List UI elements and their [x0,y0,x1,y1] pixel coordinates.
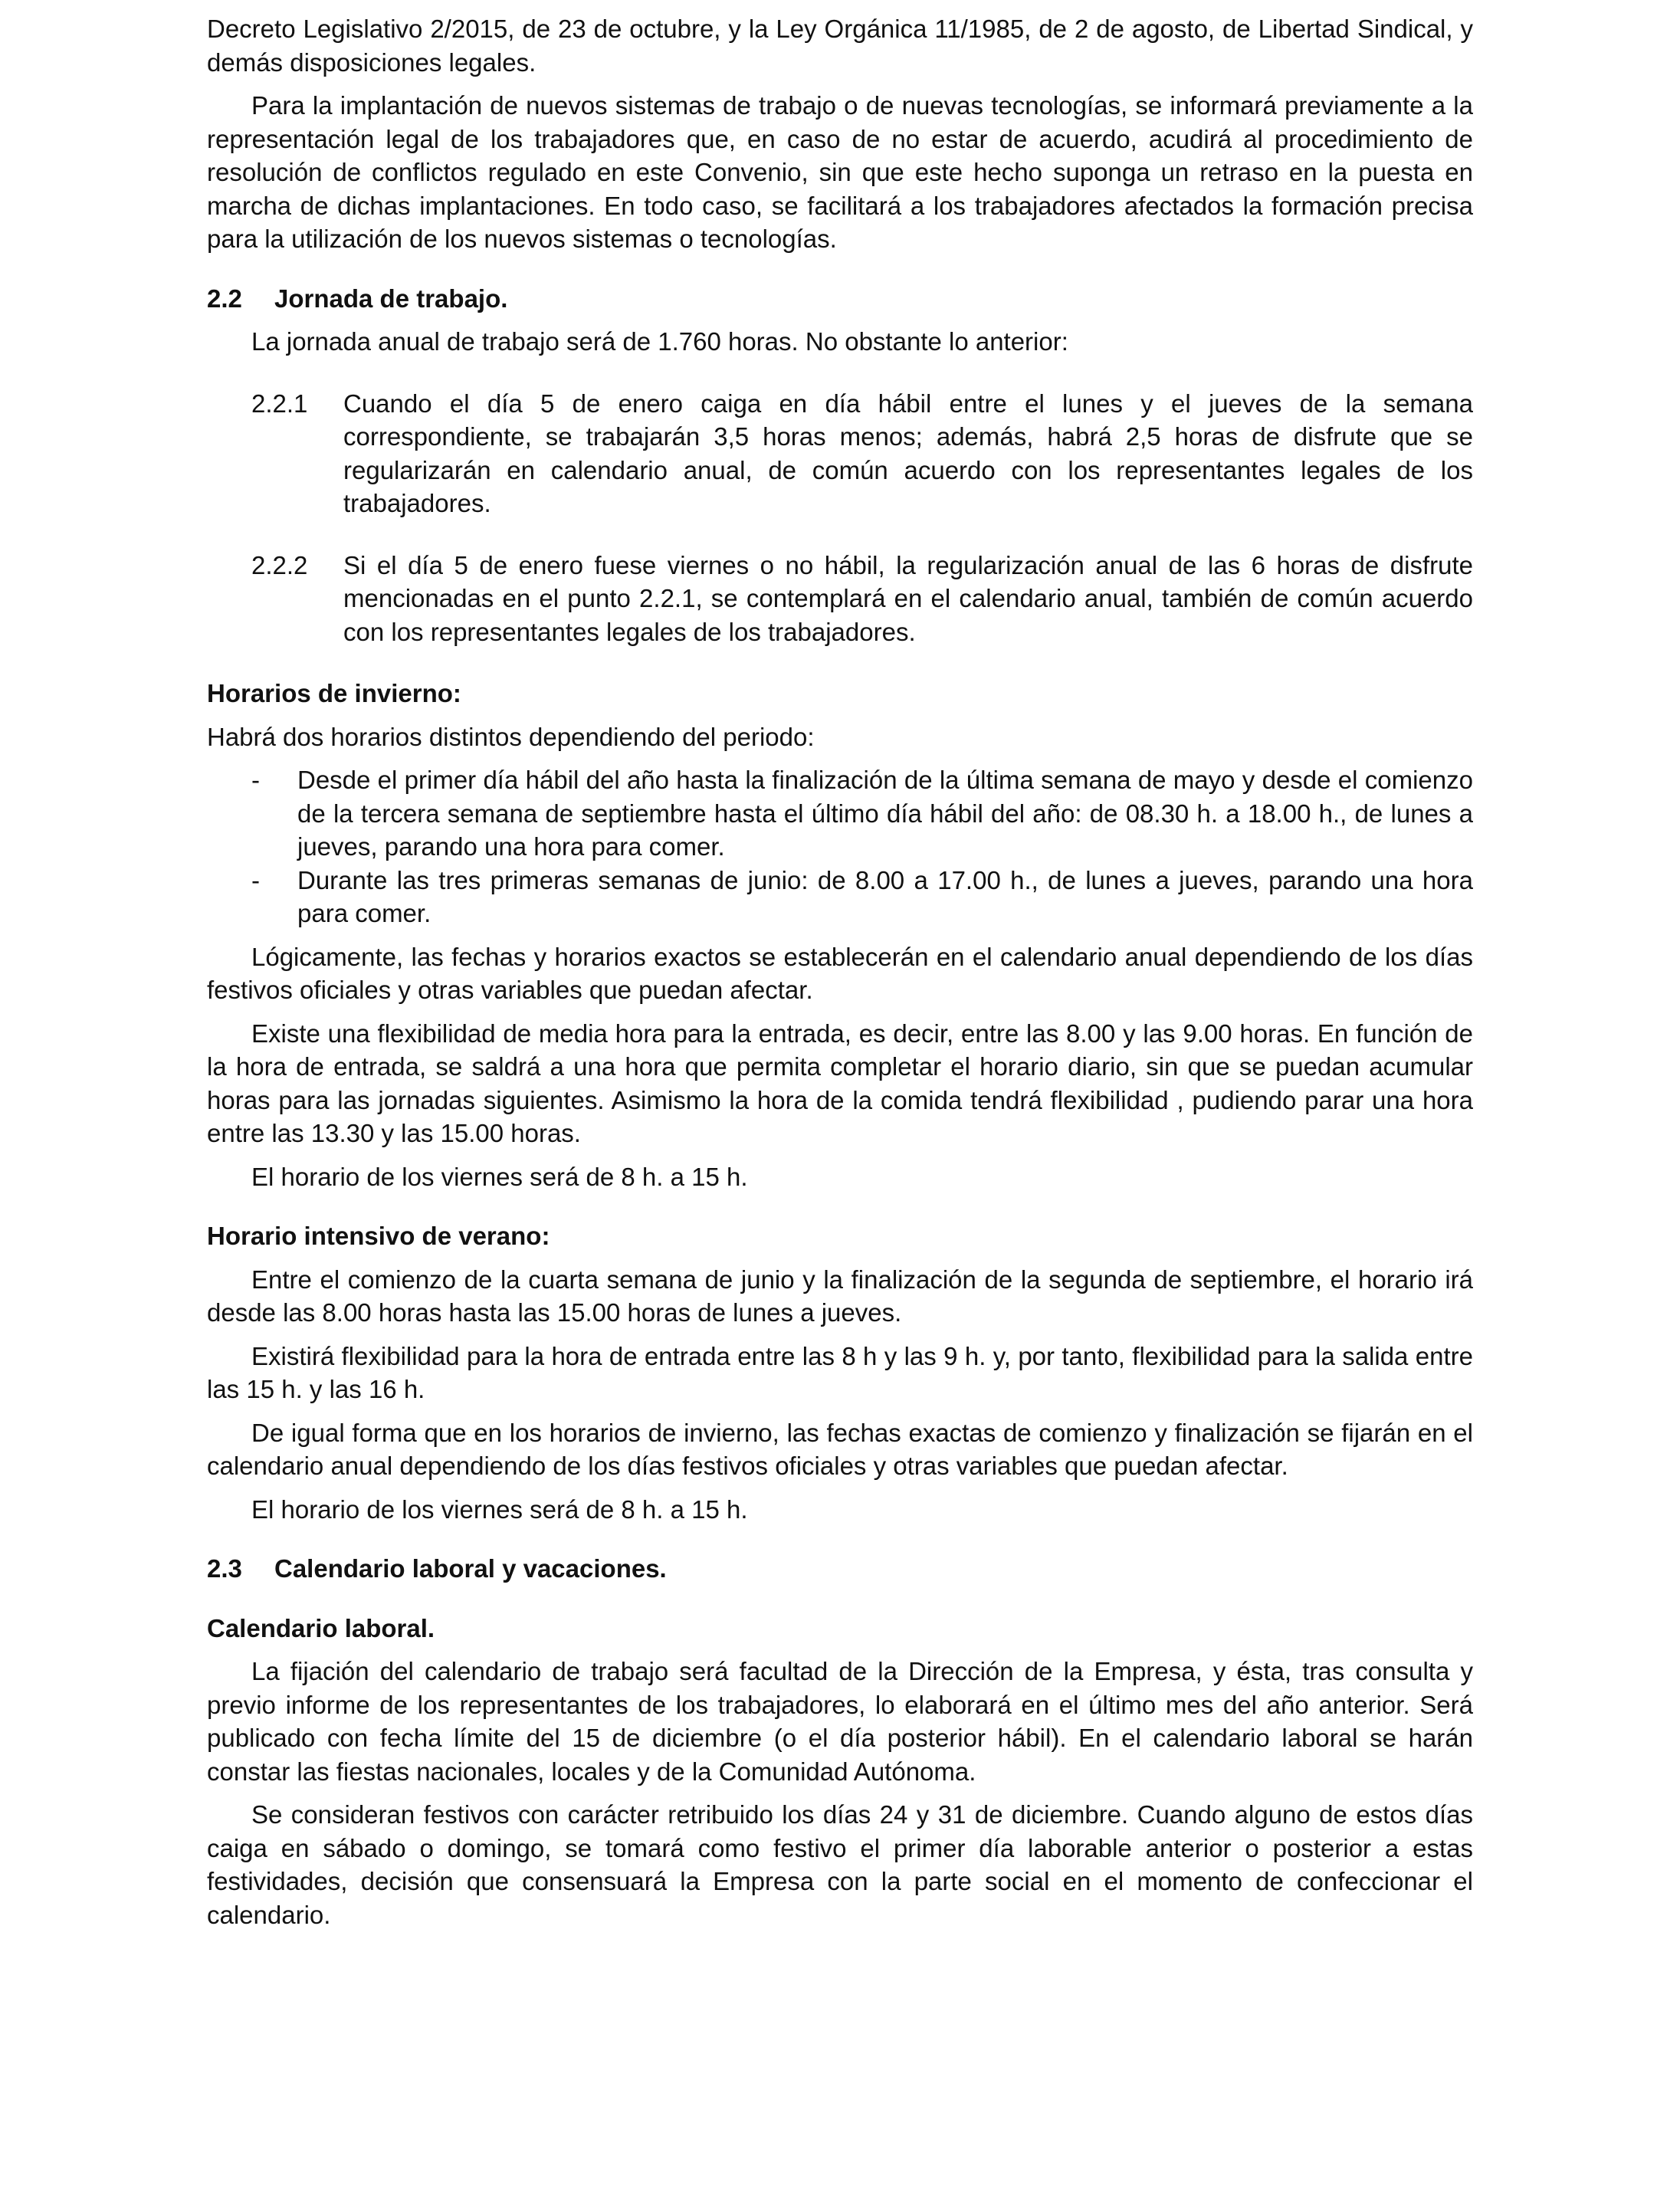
document-page [207,0,1473,2195]
paragraph-jornada-anual: La jornada anual de trabajo será de 1.760 horas. No obstante lo anterior: [251,327,1068,356]
subsection-number: 2.2.2 [251,550,308,579]
subsection-2-2-2 [251,549,1473,649]
heading-calendario-laboral: Calendario laboral. [207,1613,435,1642]
dash-marker: - [251,865,260,894]
paragraph-viernes: El horario de los viernes será de 8 h. a 15 h. [251,1495,748,1524]
section-title: Jornada de trabajo. [274,284,508,313]
subsection-number: 2.2.1 [251,389,308,418]
section-title: Calendario laboral y vacaciones. [274,1554,667,1583]
paragraph-calendario-fijacion: La fijación del calendario de trabajo será facultad de la Dirección de la Empresa, y ésta, tras consulta y previo informe de los representantes de los trabajadores, lo elaborará en el último mes del año anterior. Será publicado con fecha límite del 15 de diciembre (o el día posterior hábil). En el calendario laboral se harán constar las fiestas nacionales, locales y de la Comunidad Autónoma. [207,1657,1473,1786]
paragraph-intro: Decreto Legislativo 2/2015, de 23 de octubre, y la Ley Orgánica 11/1985, de 2 de agosto, de Libertad Sindical, y demás disposiciones legales. [207,15,1473,77]
paragraph-viernes: El horario de los viernes será de 8 h. a 15 h. [251,1162,748,1191]
subsection-2-2-1 [251,387,1473,520]
list-item [251,763,1473,864]
paragraph-verano-fechas: De igual forma que en los horarios de invierno, las fechas exactas de comienzo y finalización se fijarán en el calendario anual dependiendo de los días festivos oficiales y otras variables que puedan afectar. [207,1418,1473,1480]
section-heading-2-2 [207,282,1473,316]
dash-marker: - [251,766,260,794]
paragraph-flexibilidad: Existe una flexibilidad de media hora para la entrada, es decir, entre las 8.00 y las 9.00 horas. En función de la hora de entrada, se saldrá a una hora que permita completar el horario diario, sin que se puedan acumular horas para las jornadas siguientes. Asimismo la hora de la comida tendrá flexibilidad , pudiendo parar una hora entre las 13.30 y las 15.00 horas. [207,1019,1473,1147]
paragraph-logicamente: Lógicamente, las fechas y horarios exactos se establecerán en el calendario anual dependiendo de los días festivos oficiales y otras variables que puedan afectar. [207,942,1473,1004]
paragraph-verano-horario: Entre el comienzo de la cuarta semana de junio y la finalización de la segunda de septiembre, el horario irá desde las 8.00 horas hasta las 15.00 horas de lunes a jueves. [207,1265,1473,1327]
section-number: 2.3 [207,1554,242,1583]
paragraph-tecnologias: Para la implantación de nuevos sistemas de trabajo o de nuevas tecnologías, se informará previamente a la representación legal de los trabajadores que, en caso de no estar de acuerdo, acudirá al procedimiento de resolución de conflictos regulado en este Convenio, sin que este hecho suponga un retraso en la puesta en marcha de dichas implantaciones. En todo caso, se facilitará a los trabajadores afectados la formación precisa para la utilización de los nuevos sistemas o tecnologías. [207,91,1473,253]
section-number: 2.2 [207,284,242,313]
subsection-text: Si el día 5 de enero fuese viernes o no hábil, la regularización anual de las 6 horas de disfrute mencionadas en el punto 2.2.1, se contemplará en el calendario anual, también de común acuerdo con los representantes legales de los trabajadores. [343,550,1473,646]
section-heading-2-3 [207,1552,1473,1586]
heading-horario-verano: Horario intensivo de verano: [207,1222,550,1250]
list-item [251,864,1473,930]
subsection-text: Cuando el día 5 de enero caiga en día hábil entre el lunes y el jueves de la semana correspondiente, se trabajarán 3,5 horas menos; además, habrá 2,5 horas de disfrute que se regularizarán en calendario anual, de común acuerdo con los representantes legales de los trabajadores. [343,389,1473,517]
heading-horarios-invierno: Horarios de invierno: [207,679,461,707]
paragraph-verano-flexibilidad: Existirá flexibilidad para la hora de entrada entre las 8 h y las 9 h. y, por tanto, flexibilidad para la salida entre las 15 h. y las 16 h. [207,1341,1473,1403]
list-item-text: Durante las tres primeras semanas de junio: de 8.00 a 17.00 h., de lunes a jueves, parando una hora para comer. [297,865,1473,927]
paragraph-dos-horarios: Habrá dos horarios distintos dependiendo del periodo: [207,722,815,751]
list-item-text: Desde el primer día hábil del año hasta la finalización de la última semana de mayo y desde el comienzo de la tercera semana de septiembre hasta el último día hábil del año: de 08.30 h. a 18.00 h., de lunes a jueves, parando una hora para comer. [297,766,1473,861]
paragraph-calendario-festivos: Se consideran festivos con carácter retribuido los días 24 y 31 de diciembre. Cuando alguno de estos días caiga en sábado o domingo, se tomará como festivo el primer día laborable anterior o posterior a estas festividades, decisión que consensuará la Empresa con la parte social en el momento de confeccionar el calendario. [207,1800,1473,1929]
